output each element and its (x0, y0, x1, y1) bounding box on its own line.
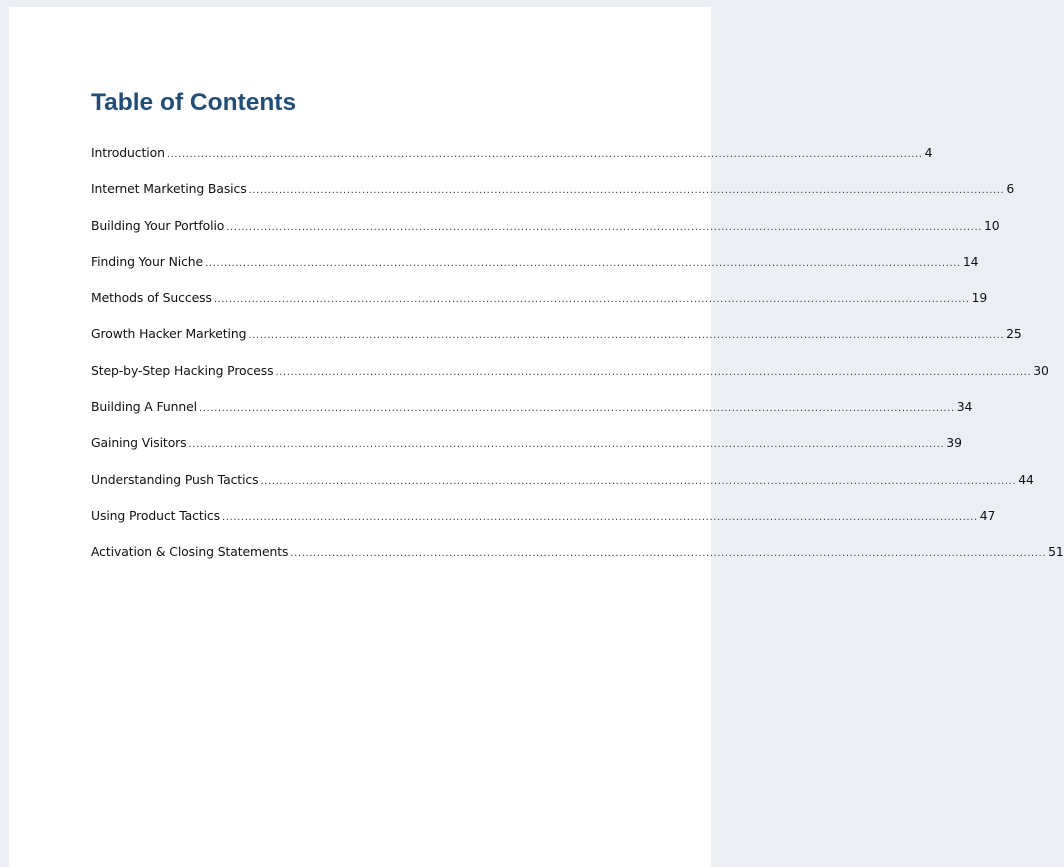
dot-leader: ........................................................................................................................................................................................................ (205, 257, 961, 269)
toc-entry[interactable] (91, 290, 988, 326)
toc-entry-page: 39 (946, 435, 962, 451)
dot-leader: ........................................................................................................................................................................................................ (260, 475, 1017, 487)
page-title: Table of Contents (91, 89, 297, 116)
toc-entry-label: Gaining Visitors (91, 435, 187, 451)
dot-leader: ........................................................................................................................................................................................................ (222, 511, 978, 523)
toc-entry[interactable] (91, 435, 962, 471)
toc-entry[interactable] (91, 471, 1034, 508)
toc-entry-label: Building Your Portfolio (91, 217, 225, 233)
toc-entry-page: 47 (979, 507, 996, 523)
document-page (9, 7, 1064, 867)
toc-entry-label: Methods of Success (91, 290, 212, 306)
toc-entry[interactable] (91, 217, 1000, 254)
dot-leader: ........................................................................................................................................................................................................ (166, 149, 923, 160)
toc-entry-page: 25 (1006, 326, 1022, 342)
table-of-contents (91, 145, 1064, 581)
toc-entry-page: 6 (1006, 181, 1015, 197)
dot-leader: ........................................................................................................................................................................................................ (213, 294, 970, 306)
dot-leader: ........................................................................................................................................................................................................ (226, 221, 983, 233)
toc-entry-label: Introduction (91, 145, 165, 160)
toc-entry-label: Understanding Push Tactics (91, 471, 259, 487)
toc-entry[interactable] (91, 326, 1022, 362)
toc-entry-page: 10 (984, 217, 1000, 233)
toc-entry-label: Using Product Tactics (91, 507, 220, 523)
toc-entry-page: 51 (1048, 544, 1064, 560)
toc-entry-label: Step-by-Step Hacking Process (91, 362, 274, 378)
toc-entry[interactable] (91, 145, 933, 181)
toc-entry[interactable] (91, 544, 1064, 580)
dot-leader: ........................................................................................................................................................................................................ (290, 548, 1047, 560)
toc-entry-label: Growth Hacker Marketing (91, 326, 247, 342)
dot-leader: ........................................................................................................................................................................................................ (275, 366, 1032, 378)
toc-entry-label: Internet Marketing Basics (91, 181, 247, 197)
toc-entry[interactable] (91, 253, 979, 290)
toc-entry-label: Activation & Closing Statements (91, 544, 289, 560)
toc-entry-label: Building A Funnel (91, 399, 197, 415)
dot-leader: ........................................................................................................................................................................................................ (188, 439, 945, 451)
toc-entry[interactable] (91, 181, 1015, 217)
toc-entry-page: 19 (971, 290, 988, 306)
toc-entry[interactable] (91, 507, 996, 544)
dot-leader: ........................................................................................................................................................................................................ (248, 185, 1005, 197)
toc-entry-page: 34 (956, 399, 973, 415)
toc-entry-page: 4 (924, 145, 933, 160)
toc-entry-page: 14 (962, 253, 979, 269)
toc-entry[interactable] (91, 362, 1049, 399)
toc-entry-label: Finding Your Niche (91, 253, 204, 269)
toc-entry-page: 30 (1033, 362, 1049, 378)
toc-entry[interactable] (91, 399, 973, 435)
dot-leader: ........................................................................................................................................................................................................ (248, 330, 1005, 342)
dot-leader: ........................................................................................................................................................................................................ (199, 403, 955, 415)
toc-entry-page: 44 (1018, 471, 1034, 487)
